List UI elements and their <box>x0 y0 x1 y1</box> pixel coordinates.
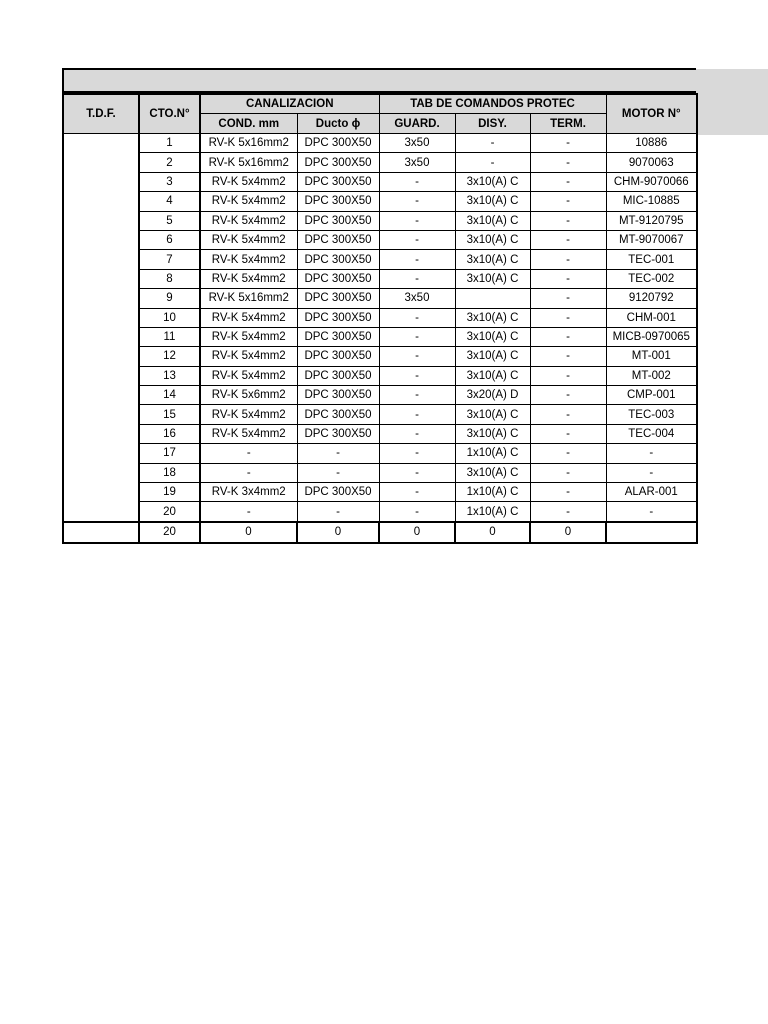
cell-ducto: DPC 300X50 <box>297 134 379 153</box>
cell-term: - <box>530 250 606 269</box>
cell-cto: 20 <box>139 502 200 522</box>
cell-cond: RV-K 5x16mm2 <box>200 289 297 308</box>
cell-disy: 3x10(A) C <box>455 211 530 230</box>
table-row <box>63 483 697 502</box>
cell-cond: RV-K 5x16mm2 <box>200 134 297 153</box>
cell-guard: - <box>379 386 455 405</box>
title-bar <box>62 68 696 93</box>
cell-cond: RV-K 5x4mm2 <box>200 211 297 230</box>
cell-motor: ALAR-001 <box>606 483 697 502</box>
cell-motor: MICB-0970065 <box>606 327 697 346</box>
cell-disy: 3x20(A) D <box>455 386 530 405</box>
cell-motor: TEC-003 <box>606 405 697 424</box>
cell-cto: 13 <box>139 366 200 385</box>
cell-cond: RV-K 5x6mm2 <box>200 386 297 405</box>
cell-term: - <box>530 444 606 463</box>
cell-ducto: - <box>297 502 379 522</box>
cell-ducto: DPC 300X50 <box>297 308 379 327</box>
total-motor <box>606 522 697 543</box>
table-row <box>63 269 697 288</box>
header-canalizacion: CANALIZACION <box>200 94 379 114</box>
header-ducto: Ducto ɸ <box>297 114 379 134</box>
header-cto: CTO.N° <box>139 94 200 134</box>
table-row <box>63 308 697 327</box>
cell-disy: 3x10(A) C <box>455 405 530 424</box>
cell-disy: 3x10(A) C <box>455 250 530 269</box>
cell-cto: 2 <box>139 153 200 172</box>
cell-term: - <box>530 347 606 366</box>
table-row <box>63 327 697 346</box>
cell-guard: - <box>379 424 455 443</box>
cell-guard: - <box>379 405 455 424</box>
cell-term: - <box>530 289 606 308</box>
cell-disy: 3x10(A) C <box>455 230 530 249</box>
cell-disy: 3x10(A) C <box>455 192 530 211</box>
cell-guard: - <box>379 502 455 522</box>
total-term: 0 <box>530 522 606 543</box>
spreadsheet <box>62 68 696 544</box>
cell-disy: 3x10(A) C <box>455 463 530 482</box>
cell-cto: 19 <box>139 483 200 502</box>
header-term: TERM. <box>530 114 606 134</box>
cell-cond: RV-K 5x4mm2 <box>200 347 297 366</box>
total-cto: 20 <box>139 522 200 543</box>
cell-disy: 3x10(A) C <box>455 347 530 366</box>
cell-term: - <box>530 502 606 522</box>
cell-term: - <box>530 172 606 191</box>
cell-ducto: DPC 300X50 <box>297 405 379 424</box>
cell-motor: 9070063 <box>606 153 697 172</box>
cell-cto: 7 <box>139 250 200 269</box>
cell-guard: - <box>379 250 455 269</box>
cell-disy: 3x10(A) C <box>455 366 530 385</box>
cell-ducto: - <box>297 444 379 463</box>
cell-motor: MT-9070067 <box>606 230 697 249</box>
table-row <box>63 211 697 230</box>
cell-disy: 1x10(A) C <box>455 444 530 463</box>
cell-motor: - <box>606 444 697 463</box>
cell-motor: CHM-001 <box>606 308 697 327</box>
cell-cond: RV-K 5x4mm2 <box>200 366 297 385</box>
cell-cond: RV-K 5x4mm2 <box>200 250 297 269</box>
cell-term: - <box>530 269 606 288</box>
cell-guard: 3x50 <box>379 289 455 308</box>
cell-disy: 3x10(A) C <box>455 424 530 443</box>
cell-guard: - <box>379 172 455 191</box>
table-row <box>63 366 697 385</box>
table-row <box>63 405 697 424</box>
circuit-table <box>62 93 698 544</box>
cell-guard: - <box>379 463 455 482</box>
cell-cond: RV-K 5x4mm2 <box>200 327 297 346</box>
cell-ducto: DPC 300X50 <box>297 250 379 269</box>
cell-ducto: - <box>297 463 379 482</box>
cell-ducto: DPC 300X50 <box>297 483 379 502</box>
cell-cond: RV-K 5x4mm2 <box>200 405 297 424</box>
cell-motor: TEC-004 <box>606 424 697 443</box>
cell-guard: 3x50 <box>379 134 455 153</box>
cell-cto: 16 <box>139 424 200 443</box>
cell-guard: - <box>379 269 455 288</box>
cell-motor: - <box>606 463 697 482</box>
cell-cto: 17 <box>139 444 200 463</box>
cell-cond: RV-K 5x16mm2 <box>200 153 297 172</box>
table-row <box>63 444 697 463</box>
cell-cond: RV-K 5x4mm2 <box>200 192 297 211</box>
cell-guard: - <box>379 192 455 211</box>
cell-guard: 3x50 <box>379 153 455 172</box>
cell-ducto: DPC 300X50 <box>297 153 379 172</box>
cell-cto: 15 <box>139 405 200 424</box>
table-row <box>63 386 697 405</box>
cell-ducto: DPC 300X50 <box>297 230 379 249</box>
total-cond: 0 <box>200 522 297 543</box>
cell-guard: - <box>379 230 455 249</box>
cell-disy <box>455 289 530 308</box>
cell-cto: 8 <box>139 269 200 288</box>
cell-ducto: DPC 300X50 <box>297 386 379 405</box>
cell-motor: TEC-002 <box>606 269 697 288</box>
cell-motor: TEC-001 <box>606 250 697 269</box>
cell-motor: CMP-001 <box>606 386 697 405</box>
cell-ducto: DPC 300X50 <box>297 424 379 443</box>
cell-guard: - <box>379 211 455 230</box>
cell-ducto: DPC 300X50 <box>297 289 379 308</box>
table-row <box>63 502 697 522</box>
cell-disy: - <box>455 153 530 172</box>
cell-guard: - <box>379 366 455 385</box>
cell-guard: - <box>379 327 455 346</box>
cell-cond: RV-K 5x4mm2 <box>200 308 297 327</box>
cell-term: - <box>530 405 606 424</box>
cell-term: - <box>530 327 606 346</box>
cell-cto: 4 <box>139 192 200 211</box>
cell-term: - <box>530 134 606 153</box>
cell-ducto: DPC 300X50 <box>297 269 379 288</box>
total-guard: 0 <box>379 522 455 543</box>
cell-motor: MT-002 <box>606 366 697 385</box>
cell-ducto: DPC 300X50 <box>297 211 379 230</box>
cell-disy: 3x10(A) C <box>455 327 530 346</box>
table-row <box>63 134 697 153</box>
cell-term: - <box>530 308 606 327</box>
cell-motor: - <box>606 502 697 522</box>
cell-cto: 18 <box>139 463 200 482</box>
header-guard: GUARD. <box>379 114 455 134</box>
cell-guard: - <box>379 308 455 327</box>
cell-cto: 9 <box>139 289 200 308</box>
cell-disy: 3x10(A) C <box>455 269 530 288</box>
table-row <box>63 192 697 211</box>
cell-disy: 1x10(A) C <box>455 483 530 502</box>
cell-cond: RV-K 5x4mm2 <box>200 230 297 249</box>
table-row <box>63 289 697 308</box>
cell-ducto: DPC 300X50 <box>297 366 379 385</box>
cell-cto: 5 <box>139 211 200 230</box>
cell-motor: CHM-9070066 <box>606 172 697 191</box>
total-tdf <box>63 522 139 543</box>
cell-cond: RV-K 5x4mm2 <box>200 424 297 443</box>
table-row <box>63 424 697 443</box>
cell-ducto: DPC 300X50 <box>297 172 379 191</box>
cell-term: - <box>530 192 606 211</box>
table-row <box>63 347 697 366</box>
total-disy: 0 <box>455 522 530 543</box>
cell-disy: 3x10(A) C <box>455 308 530 327</box>
cell-motor: MT-9120795 <box>606 211 697 230</box>
cell-term: - <box>530 386 606 405</box>
cell-cto: 3 <box>139 172 200 191</box>
cell-cond: - <box>200 444 297 463</box>
cell-guard: - <box>379 444 455 463</box>
cell-cto: 12 <box>139 347 200 366</box>
cell-term: - <box>530 424 606 443</box>
cell-term: - <box>530 463 606 482</box>
cell-motor: MT-001 <box>606 347 697 366</box>
cell-cond: RV-K 5x4mm2 <box>200 172 297 191</box>
cell-cto: 10 <box>139 308 200 327</box>
cell-term: - <box>530 366 606 385</box>
cell-motor: 9120792 <box>606 289 697 308</box>
cell-disy: - <box>455 134 530 153</box>
cell-cto: 11 <box>139 327 200 346</box>
cell-cto: 6 <box>139 230 200 249</box>
cell-cto: 1 <box>139 134 200 153</box>
cell-term: - <box>530 153 606 172</box>
sheet-side-panel <box>696 69 768 135</box>
totals-row <box>63 522 697 543</box>
cell-disy: 1x10(A) C <box>455 502 530 522</box>
cell-cond: RV-K 5x4mm2 <box>200 269 297 288</box>
cell-guard: - <box>379 483 455 502</box>
header-tdf: T.D.F. <box>63 94 139 134</box>
cell-term: - <box>530 211 606 230</box>
table-body <box>63 134 697 522</box>
cell-cto: 14 <box>139 386 200 405</box>
table-row <box>63 153 697 172</box>
table-row <box>63 172 697 191</box>
cell-guard: - <box>379 347 455 366</box>
cell-ducto: DPC 300X50 <box>297 327 379 346</box>
cell-ducto: DPC 300X50 <box>297 192 379 211</box>
cell-term: - <box>530 483 606 502</box>
cell-motor: MIC-10885 <box>606 192 697 211</box>
header-motor: MOTOR N° <box>606 94 697 134</box>
cell-cond: RV-K 3x4mm2 <box>200 483 297 502</box>
cell-cond: - <box>200 463 297 482</box>
cell-term: - <box>530 230 606 249</box>
cell-motor: 10886 <box>606 134 697 153</box>
cell-disy: 3x10(A) C <box>455 172 530 191</box>
cell-tdf <box>63 134 139 522</box>
table-row <box>63 230 697 249</box>
table-row <box>63 463 697 482</box>
cell-cond: - <box>200 502 297 522</box>
header-disy: DISY. <box>455 114 530 134</box>
total-ducto: 0 <box>297 522 379 543</box>
header-cond: COND. mm <box>200 114 297 134</box>
header-tab-comandos: TAB DE COMANDOS PROTEC <box>379 94 606 114</box>
table-row <box>63 250 697 269</box>
cell-ducto: DPC 300X50 <box>297 347 379 366</box>
